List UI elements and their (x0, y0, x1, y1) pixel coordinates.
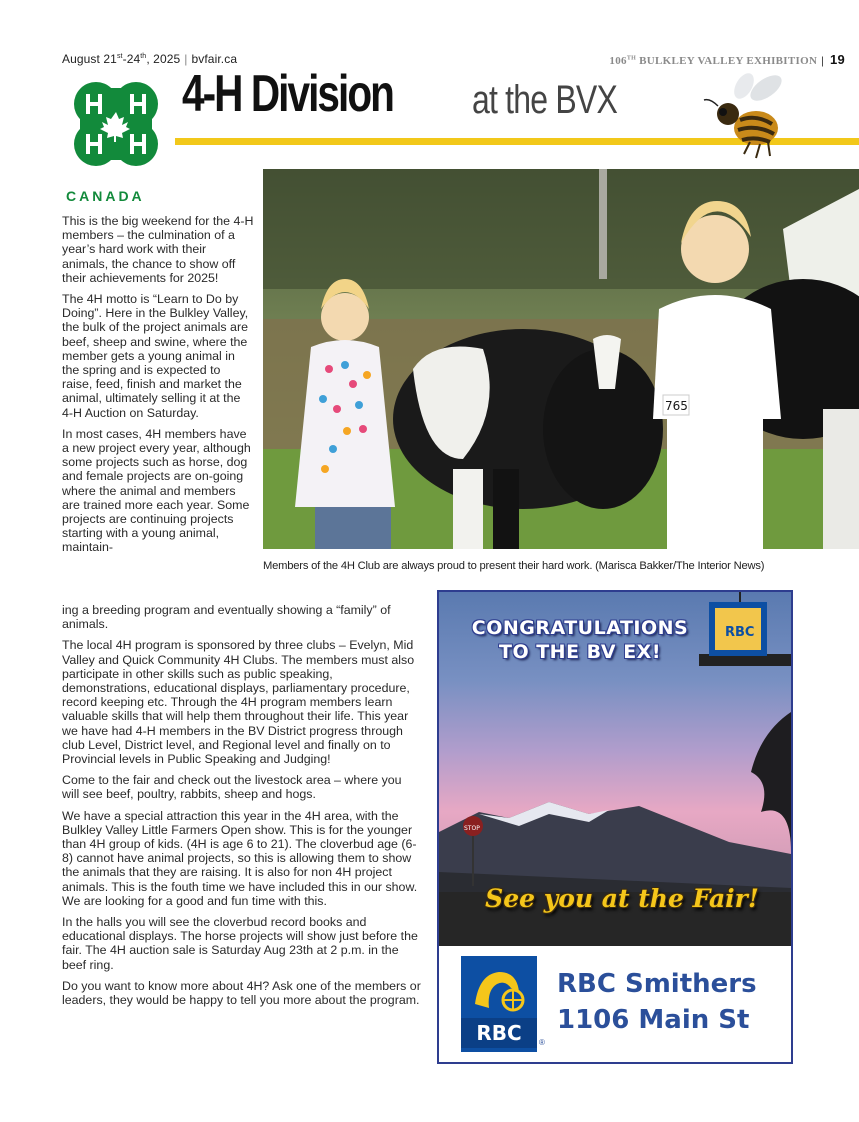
sunset-image (439, 592, 791, 946)
article-column-wide (62, 603, 422, 1014)
photo-caption: Members of the 4H Club are always proud to present their hard work. (Marisca Bakker/The Interior News) (263, 560, 765, 572)
page-title: 4-H Division at the BVX (182, 65, 617, 123)
ad-footer: RBC ® RBC Smithers 1106 Main St (439, 946, 791, 1062)
bee-icon (698, 66, 798, 166)
paragraph: In most cases, 4H members have a new project every year, although some projects such as horse, dog and female projects are on-going where the animal and members are trained more each year. Some projects are continuing projects starting with a young animal, maintain- (62, 426, 251, 555)
article-column-narrow (62, 214, 254, 562)
stop-sign: STOP (464, 825, 480, 832)
cow-tag: 765 (665, 399, 688, 413)
rbc-logo: RBC (461, 956, 537, 1052)
canada-label: CANADA (66, 188, 145, 204)
paragraph: This is the big weekend for the 4-H members – the culmination of a year’s hard work with their animals, the chance to show off their achievements for 2025! (62, 214, 254, 285)
ad-tagline: See you at the Fair! (485, 884, 759, 913)
paragraph: Come to the fair and check out the livestock area – where you will see beef, poultry, rabbits, sheep and hogs. (62, 773, 402, 802)
site-url[interactable]: bvfair.ca (191, 52, 238, 66)
branch-name: RBC Smithers 1106 Main St (557, 966, 757, 1038)
rbc-sign: RBC (725, 625, 755, 640)
paragraph: ing a breeding program and eventually showing a “family” of animals. (62, 603, 391, 632)
issue-date: August 21st-24th, 2025 | bvfair.ca (62, 52, 238, 66)
rbc-advertisement[interactable] (437, 590, 793, 1064)
paragraph: Do you want to know more about 4H? Ask one of the members or leaders, they would be happy to tell you more about the program. (62, 978, 421, 1008)
paragraph: The local 4H program is sponsored by three clubs – Evelyn, Mid Valley and Quick Community 4H Clubs. The members must also participate in other skills such as public speaking, demonstrations, educational displays, parliamentary procedure, record keeping etc. Through the 4H program members learn valuable skills that will help them throughout their life. This year we have had 4-H members in the BV District progress through club Level, District level, and Regional level and finally on to Provincial levels in Public Speaking and Judging! (62, 638, 415, 767)
paragraph: The 4H motto is “Learn to Do by Doing”. Here in the Bulkley Valley, the bulk of the project animals are beef, sheep and swine, where the member gets a young animal in the spring and is expected to raise, feed, finish and market the animal, ultimately selling it at the 4-H Auction on Saturday. (62, 292, 249, 420)
edition-header: 106TH BULKLEY VALLEY EXHIBITION | 19 (609, 52, 845, 67)
page-number: 19 (829, 52, 845, 67)
branch-address: 1106 Main St (557, 1005, 750, 1035)
paragraph: In the halls you will see the cloverbud record books and educational displays. The horse projects will show just before the fair. The 4H auction sale is Saturday Aug 23th at 2 p.m. in the beef ring. (62, 915, 418, 972)
clover-logo (62, 70, 170, 178)
ad-congrats-heading: CONGRATULATIONS TO THE BV EX! (471, 617, 689, 663)
article-photo (263, 169, 859, 549)
paragraph: We have a special attraction this year in the 4H area, with the Bulkley Valley Little Farmers Open show. This is for the younger than 4H group of kids. (4H is age 6 to 21). The cloverbud age (6-8) cannot have animal projects, so this is allowing them to show the animals that they are raising. It is also for non 4H project animals. This is the fouth time we have included this in our show. We are looking for a good and fun time with this. (62, 808, 418, 908)
